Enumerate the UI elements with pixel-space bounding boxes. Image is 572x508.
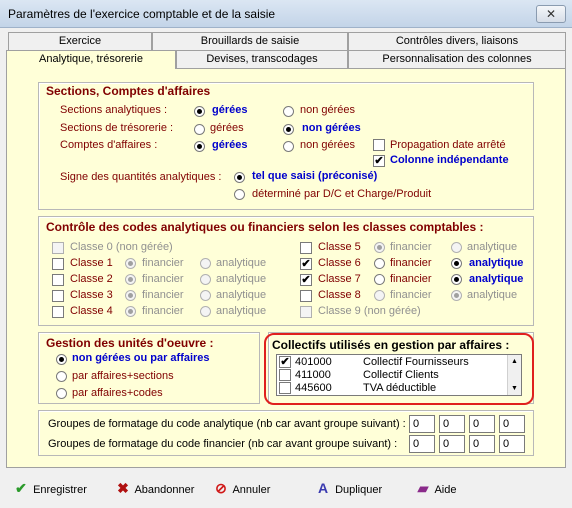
classe-8-label: Classe 8 — [318, 289, 361, 301]
analytiques-gerees-label: gérées — [212, 104, 248, 116]
classe-8-financier-label: financier — [390, 289, 432, 301]
groupes-analytique-label: Groupes de formatage du code analytique (nb car avant groupe suivant) : — [48, 418, 406, 430]
annotation-highlight — [264, 333, 534, 405]
collectifs-title: Collectifs utilisés en gestion par affaires : — [272, 338, 510, 352]
classe-1-financier-radio[interactable] — [125, 258, 136, 269]
affaires-gerees-radio[interactable] — [194, 141, 205, 152]
classe-9-checkbox[interactable] — [300, 306, 312, 318]
determine-radio[interactable] — [234, 189, 245, 200]
classe-2-label: Classe 2 — [70, 273, 113, 285]
classe-4-checkbox[interactable] — [52, 306, 64, 318]
unites-opt1-radio[interactable] — [56, 354, 67, 365]
classe-7-financier-label: financier — [390, 273, 432, 285]
classe-7-analytique-radio[interactable] — [451, 274, 462, 285]
classe-6-label: Classe 6 — [318, 257, 361, 269]
comptes-affaires-label: Comptes d'affaires : — [60, 139, 158, 151]
tresorerie-gerees-radio[interactable] — [194, 124, 205, 135]
cancel-icon: ⊘ — [215, 480, 227, 496]
classe-1-label: Classe 1 — [70, 257, 113, 269]
classe-4-label: Classe 4 — [70, 305, 113, 317]
unites-opt3-label: par affaires+codes — [72, 387, 163, 399]
unites-opt2-radio[interactable] — [56, 371, 67, 382]
classe-1-analytique-label: analytique — [216, 257, 267, 269]
abandonner-button[interactable] — [114, 480, 194, 502]
classe-2-checkbox[interactable] — [52, 274, 64, 286]
classe-7-label: Classe 7 — [318, 273, 361, 285]
tresorerie-non-gerees-label: non gérées — [302, 122, 361, 134]
collectif-code: 411000 — [295, 369, 331, 381]
classe-2-analytique-label: analytique — [216, 273, 267, 285]
classe-9-label: Classe 9 (non gérée) — [318, 305, 421, 317]
sections-analytiques-label: Sections analytiques : — [60, 104, 168, 116]
enregistrer-button[interactable] — [12, 480, 87, 502]
collectif-label: Collectif Clients — [363, 369, 439, 381]
groupe-analytique-2-input[interactable]: 0 — [439, 415, 465, 433]
analytiques-non-gerees-label: non gérées — [300, 104, 356, 116]
window-titlebar — [0, 0, 572, 28]
classe-1-analytique-radio[interactable] — [200, 258, 211, 269]
collectif-label: TVA déductible — [363, 382, 437, 394]
tab-devises[interactable]: Devises, transcodages — [176, 50, 348, 68]
classe-8-analytique-label: analytique — [467, 289, 518, 301]
window-title: Paramètres de l'exercice comptable et de la saisie — [8, 7, 276, 21]
signe-label: Signe des quantités analytiques : — [60, 171, 222, 183]
unites-title: Gestion des unités d'oeuvre : — [46, 336, 214, 350]
affaires-gerees-label: gérées — [212, 139, 248, 151]
classe-3-financier-radio[interactable] — [125, 290, 136, 301]
sections-title: Sections, Comptes d'affaires — [46, 84, 211, 98]
classe-6-financier-radio[interactable] — [374, 258, 385, 269]
analytiques-non-gerees-radio[interactable] — [283, 106, 294, 117]
collectif-401000-checkbox[interactable]: ✔ — [280, 356, 290, 368]
annuler-label: Annuler — [232, 484, 271, 496]
collectif-code: 445600 — [295, 382, 332, 394]
collectif-code: 401000 — [295, 356, 332, 368]
classe-2-analytique-radio[interactable] — [200, 274, 211, 285]
classe-3-analytique-radio[interactable] — [200, 290, 211, 301]
controle-title: Contrôle des codes analytiques ou financiers selon les classes comptables : — [46, 220, 484, 234]
classe-8-analytique-radio[interactable] — [451, 290, 462, 301]
tel-que-saisi-label: tel que saisi (préconisé) — [252, 170, 378, 182]
classe-3-label: Classe 3 — [70, 289, 113, 301]
groupe-financier-1-input[interactable]: 0 — [409, 435, 435, 453]
colonne-checkbox[interactable]: ✔ — [374, 155, 384, 167]
scroll-up-icon[interactable]: ▲ — [511, 358, 518, 365]
help-book-icon: ▰ — [417, 480, 429, 496]
tab-analytique-tresorerie[interactable]: Analytique, trésorerie — [6, 50, 176, 69]
unites-opt3-radio[interactable] — [56, 388, 67, 399]
colonne-label: Colonne indépendante — [390, 154, 509, 166]
classe-5-analytique-radio[interactable] — [451, 242, 462, 253]
classe-6-analytique-label: analytique — [469, 257, 524, 269]
classe-5-checkbox[interactable] — [300, 242, 312, 254]
collectif-label: Collectif Fournisseurs — [363, 356, 469, 368]
tab-brouillards[interactable]: Brouillards de saisie — [152, 32, 348, 50]
classe-7-checkbox[interactable]: ✔ — [301, 274, 311, 286]
classe-4-financier-label: financier — [142, 305, 184, 317]
tab-exercice[interactable]: Exercice — [8, 32, 152, 50]
classe-1-financier-label: financier — [142, 257, 184, 269]
check-icon: ✔ — [15, 480, 27, 496]
classe-0-label: Classe 0 (non gérée) — [70, 241, 173, 253]
scroll-down-icon[interactable]: ▼ — [511, 385, 518, 392]
tresorerie-gerees-label: gérées — [210, 122, 244, 134]
classe-6-analytique-radio[interactable] — [451, 258, 462, 269]
classe-7-financier-radio[interactable] — [374, 274, 385, 285]
affaires-non-gerees-radio[interactable] — [283, 141, 294, 152]
tel-que-saisi-radio[interactable] — [234, 172, 245, 183]
analytiques-gerees-radio[interactable] — [194, 106, 205, 117]
annuler-button[interactable] — [212, 480, 270, 502]
duplicate-icon: A — [317, 480, 329, 496]
aide-label: Aide — [434, 484, 457, 496]
classe-3-financier-label: financier — [142, 289, 184, 301]
unites-opt1-label: non gérées ou par affaires — [72, 352, 210, 364]
dupliquer-button[interactable] — [314, 480, 382, 502]
groupe-analytique-3-input[interactable]: 0 — [469, 415, 495, 433]
tab-controles[interactable]: Contrôles divers, liaisons — [348, 32, 566, 50]
classe-5-financier-label: financier — [390, 241, 432, 253]
propagation-checkbox[interactable] — [373, 139, 385, 151]
close-icon: ✕ — [545, 7, 557, 21]
tresorerie-non-gerees-radio[interactable] — [283, 124, 294, 135]
determine-label: déterminé par D/C et Charge/Produit — [252, 188, 432, 200]
enregistrer-label: Enregistrer — [33, 484, 87, 496]
classe-4-analytique-label: analytique — [216, 305, 267, 317]
groupes-financier-label: Groupes de formatage du code financier (nb car avant groupe suivant) : — [48, 438, 398, 450]
classe-6-checkbox[interactable]: ✔ — [301, 258, 311, 270]
classe-7-analytique-label: analytique — [469, 273, 524, 285]
dupliquer-label: Dupliquer — [335, 484, 383, 496]
aide-button[interactable] — [414, 480, 456, 502]
classe-5-analytique-label: analytique — [467, 241, 518, 253]
classe-8-financier-radio[interactable] — [374, 290, 385, 301]
affaires-non-gerees-label: non gérées — [300, 139, 356, 151]
groupe-analytique-4-input[interactable]: 0 — [499, 415, 525, 433]
abandonner-label: Abandonner — [134, 484, 195, 496]
classe-4-analytique-radio[interactable] — [200, 306, 211, 317]
groupe-analytique-1-input[interactable]: 0 — [409, 415, 435, 433]
groupe-financier-3-input[interactable]: 0 — [469, 435, 495, 453]
classe-2-financier-label: financier — [142, 273, 184, 285]
groupe-financier-4-input[interactable]: 0 — [499, 435, 525, 453]
groupe-financier-2-input[interactable]: 0 — [439, 435, 465, 453]
unites-opt2-label: par affaires+sections — [72, 370, 174, 382]
classe-8-checkbox[interactable] — [300, 290, 312, 302]
propagation-label: Propagation date arrêté — [390, 139, 506, 151]
classe-3-analytique-label: analytique — [216, 289, 267, 301]
classe-5-financier-radio[interactable] — [374, 242, 385, 253]
classe-6-financier-label: financier — [390, 257, 432, 269]
cross-icon: ✖ — [117, 480, 129, 496]
classe-4-financier-radio[interactable] — [125, 306, 136, 317]
sections-tresorerie-label: Sections de trésorerie : — [60, 122, 174, 134]
classe-3-checkbox[interactable] — [52, 290, 64, 302]
tab-personnalisation[interactable]: Personnalisation des colonnes — [348, 50, 566, 68]
classe-2-financier-radio[interactable] — [125, 274, 136, 285]
classe-5-label: Classe 5 — [318, 241, 361, 253]
classe-0-checkbox[interactable] — [52, 242, 64, 254]
classe-1-checkbox[interactable] — [52, 258, 64, 270]
close-button[interactable] — [536, 5, 566, 23]
